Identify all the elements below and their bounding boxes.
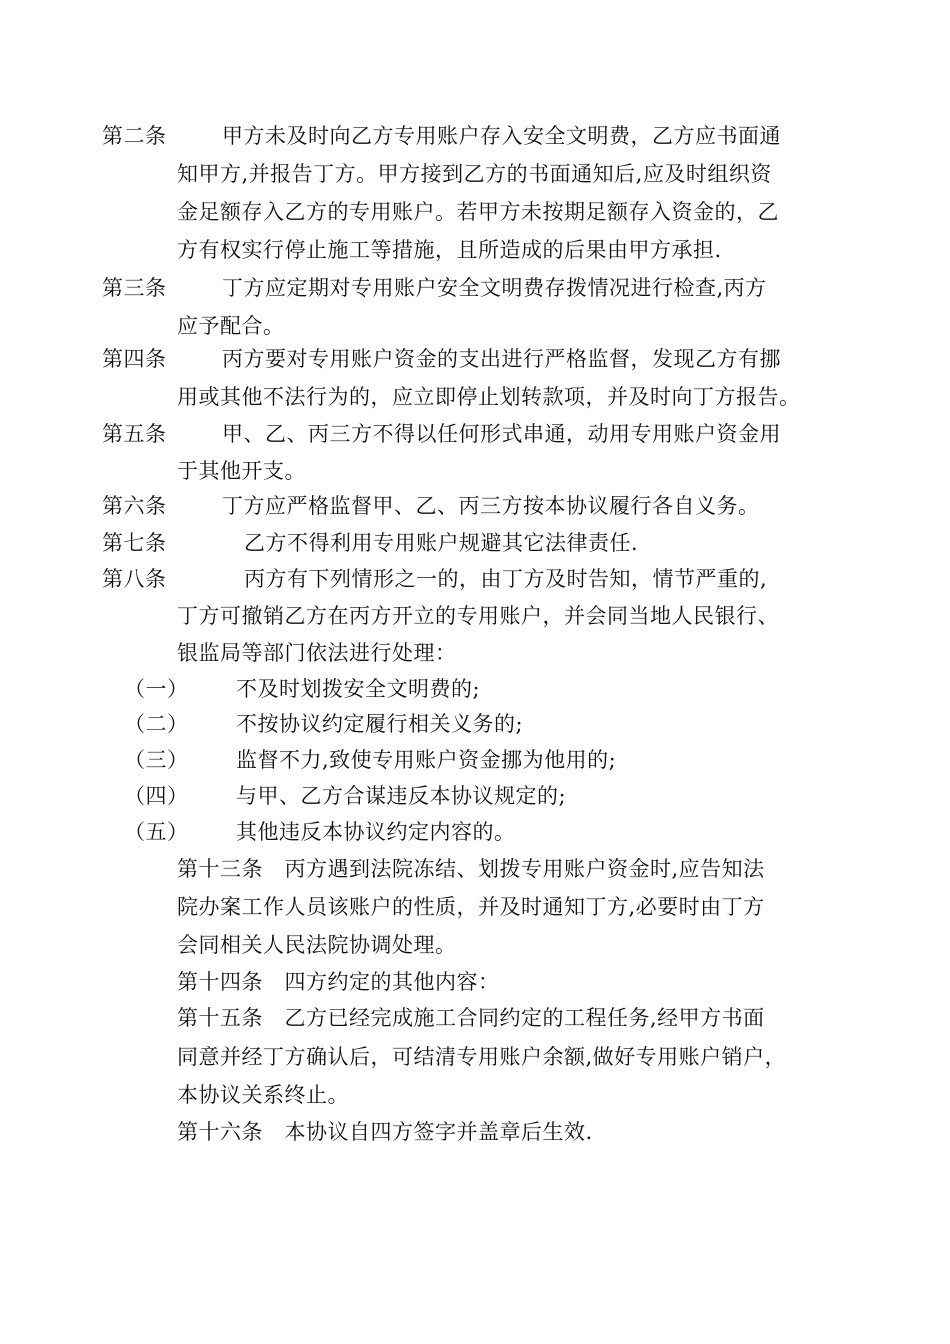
article-2-line-2: 知甲方,并报告丁方。甲方接到乙方的书面通知后,应及时组织资 (177, 162, 772, 186)
item-text-5: 其他违反本协议约定内容的。 (236, 820, 516, 844)
article-label-8: 第八条 (102, 567, 167, 591)
article-15-line-1: 第十五条 乙方已经完成施工合同约定的工程任务,经甲方书面 (177, 1006, 765, 1030)
article-3-line-1: 丁方应定期对专用账户安全文明费存拨情况进行检查,丙方 (222, 276, 767, 300)
item-label-3: （三） (124, 748, 189, 772)
item-label-5: （五） (124, 820, 189, 844)
article-label-6: 第六条 (102, 494, 167, 518)
item-text-1: 不及时划拨安全文明费的; (236, 677, 481, 701)
article-8-line-2: 丁方可撤销乙方在丙方开立的专用账户，并会同当地人民银行、 (177, 604, 779, 628)
article-2-line-3: 金足额存入乙方的专用账户。若甲方未按期足额存入资金的，乙 (177, 200, 779, 224)
item-label-1: （一） (124, 677, 189, 701)
article-8-line-3: 银监局等部门依法进行处理： (177, 641, 457, 665)
item-label-2: （二） (124, 712, 189, 736)
article-label-3: 第三条 (102, 276, 167, 300)
item-label-4: （四） (124, 784, 189, 808)
article-14-line-1: 第十四条 四方约定的其他内容： (177, 970, 500, 994)
article-13-line-1: 第十三条 丙方遇到法院冻结、划拨专用账户资金时,应告知法 (177, 857, 765, 881)
article-15-line-2: 同意并经丁方确认后，可结清专用账户余额,做好专用账户销户， (177, 1045, 787, 1069)
article-13-line-3: 会同相关人民法院协调处理。 (177, 933, 457, 957)
item-text-3: 监督不力,致使专用账户资金挪为他用的; (236, 748, 617, 772)
article-8-line-1: 丙方有下列情形之一的，由丁方及时告知，情节严重的, (244, 567, 768, 591)
article-5-line-1: 甲、乙、丙三方不得以任何形式串通，动用专用账户资金用 (222, 422, 781, 446)
article-2-line-1: 甲方未及时向乙方专用账户存入安全文明费，乙方应书面通 (222, 124, 781, 148)
article-7-line-1: 乙方不得利用专用账户规避其它法律责任. (244, 531, 639, 555)
article-5-line-2: 于其他开支。 (177, 459, 306, 483)
article-3-line-2: 应予配合。 (177, 314, 285, 338)
article-15-line-3: 本协议关系终止。 (177, 1083, 349, 1107)
article-16-line-1: 第十六条 本协议自四方签字并盖章后生效. (177, 1120, 593, 1144)
article-2-line-4: 方有权实行停止施工等措施，且所造成的后果由甲方承担. (177, 238, 722, 262)
item-text-4: 与甲、乙方合谋违反本协议规定的; (236, 784, 567, 808)
article-label-5: 第五条 (102, 422, 167, 446)
article-4-line-1: 丙方要对专用账户资金的支出进行严格监督，发现乙方有挪 (222, 347, 781, 371)
article-4-line-2: 用或其他不法行为的，应立即停止划转款项，并及时向丁方报告。 (177, 385, 801, 409)
article-label-2: 第二条 (102, 124, 167, 148)
item-text-2: 不按协议约定履行相关义务的; (236, 712, 524, 736)
article-6-line-1: 丁方应严格监督甲、乙、丙三方按本协议履行各自义务。 (222, 494, 760, 518)
article-label-4: 第四条 (102, 347, 167, 371)
article-13-line-2: 院办案工作人员该账户的性质，并及时通知丁方,必要时由丁方 (177, 895, 765, 919)
article-label-7: 第七条 (102, 531, 167, 555)
